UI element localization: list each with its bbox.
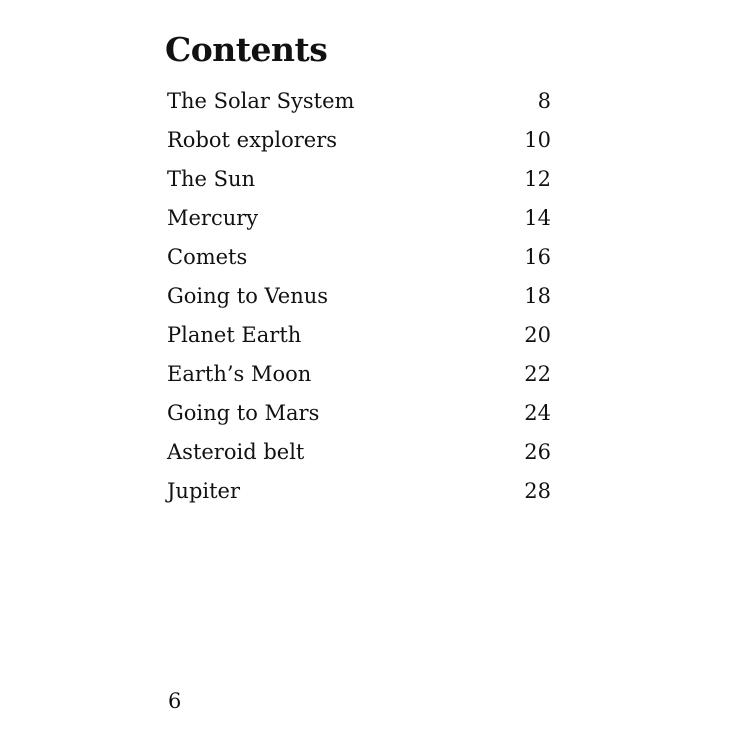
toc-entry-label: Robot explorers: [167, 128, 338, 152]
toc-entry-label: Mercury: [167, 206, 259, 230]
toc-entry-page: 10: [524, 128, 551, 152]
toc-entry-label: Asteroid belt: [167, 440, 305, 464]
toc-entry-label: Going to Venus: [167, 284, 329, 308]
toc-entry-label: Going to Mars: [167, 401, 320, 425]
toc-entry: [167, 84, 551, 123]
toc-entry: [167, 201, 551, 240]
toc-entry: [167, 357, 551, 396]
toc-entry-label: The Solar System: [167, 89, 355, 113]
toc-entry-page: 18: [524, 284, 551, 308]
toc-entry-label: Comets: [167, 245, 248, 269]
page-number: 6: [168, 689, 182, 713]
toc-entry: [167, 123, 551, 162]
table-of-contents: [167, 84, 551, 513]
toc-entry: [167, 162, 551, 201]
toc-entry: [167, 474, 551, 513]
toc-entry-label: Planet Earth: [167, 323, 302, 347]
toc-entry-page: 20: [524, 323, 551, 347]
toc-entry-page: 26: [524, 440, 551, 464]
toc-entry-page: 14: [524, 206, 551, 230]
page-title: Contents: [165, 30, 328, 69]
toc-entry: [167, 396, 551, 435]
toc-entry-page: 22: [524, 362, 551, 386]
toc-entry-page: 28: [524, 479, 551, 503]
toc-entry-label: Earth’s Moon: [167, 362, 312, 386]
toc-entry-page: 16: [524, 245, 551, 269]
toc-entry-page: 8: [537, 89, 551, 113]
toc-entry: [167, 240, 551, 279]
toc-entry: [167, 435, 551, 474]
toc-entry-label: Jupiter: [167, 479, 241, 503]
toc-entry: [167, 279, 551, 318]
toc-entry-page: 24: [524, 401, 551, 425]
toc-entry: [167, 318, 551, 357]
toc-entry-label: The Sun: [167, 167, 256, 191]
toc-entry-page: 12: [524, 167, 551, 191]
